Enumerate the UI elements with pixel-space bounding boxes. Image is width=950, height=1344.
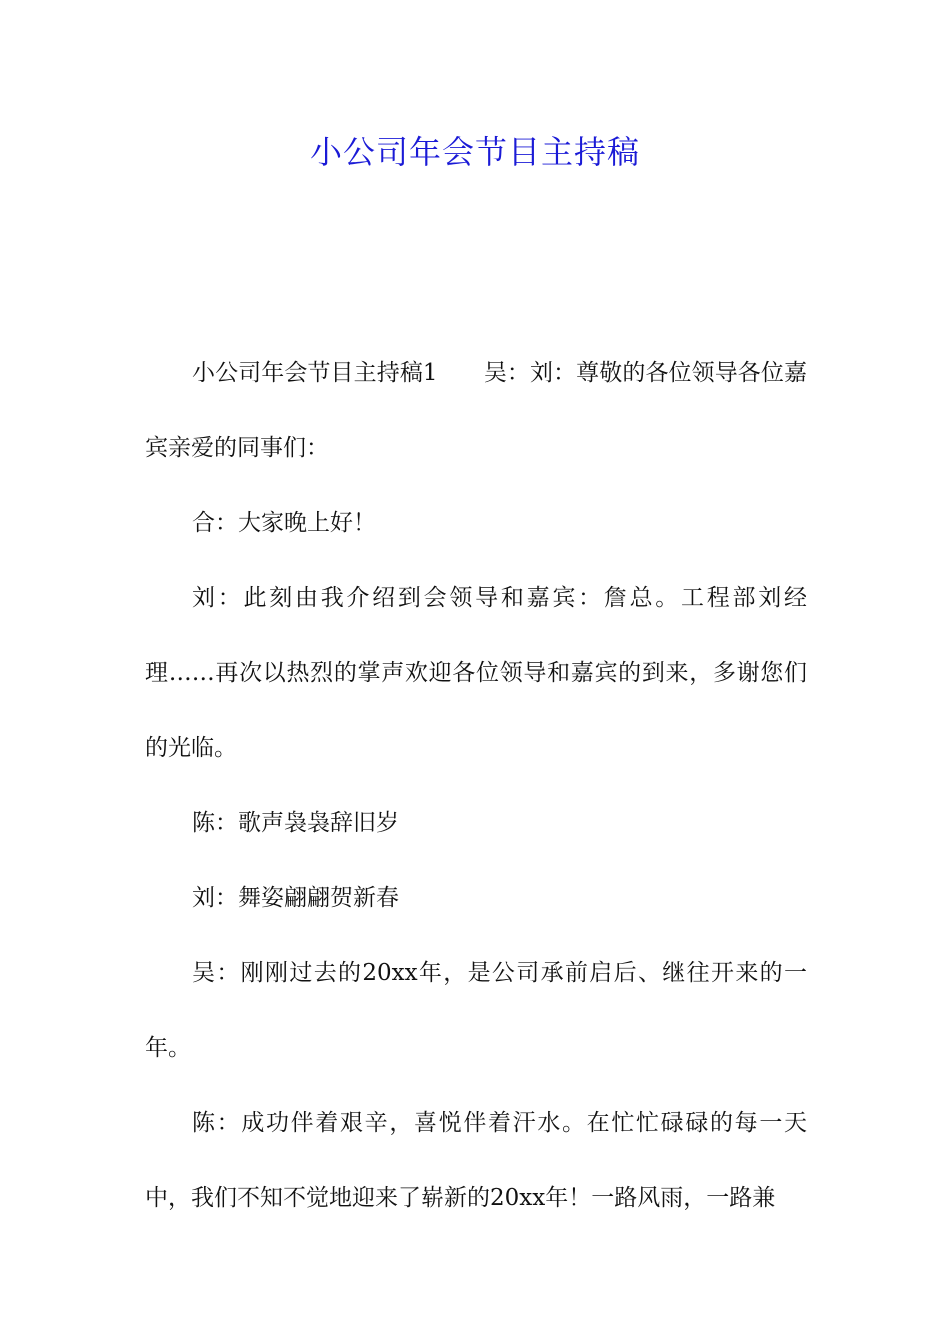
paragraph-chen-closing: 陈：成功伴着艰辛，喜悦伴着汗水。在忙忙碌碌的每一天中，我们不知不觉地迎来了崭新的20xx年！一路风雨，一路兼 [145,1110,807,1211]
paragraph-greeting: 合：大家晚上好！ [192,510,376,536]
document-body [145,336,807,1236]
document-title: 小公司年会节目主持稿 [309,133,640,171]
paragraph-introductions: 刘：此刻由我介绍到会领导和嘉宾：詹总。工程部刘经理……再次以热烈的掌声欢迎各位领导和嘉宾的到来，多谢您们的光临。 [145,585,807,761]
paragraph-chen-line: 陈：歌声袅袅辞旧岁 [192,810,399,836]
paragraph-wu-line: 吴：刚刚过去的20xx年，是公司承前启后、继往开来的一年。 [145,960,807,1061]
paragraph-liu-line: 刘：舞姿翩翩贺新春 [192,885,399,911]
paragraph-intro: 小公司年会节目主持稿1 吴：刘：尊敬的各位领导各位嘉宾亲爱的同事们： [145,360,807,461]
